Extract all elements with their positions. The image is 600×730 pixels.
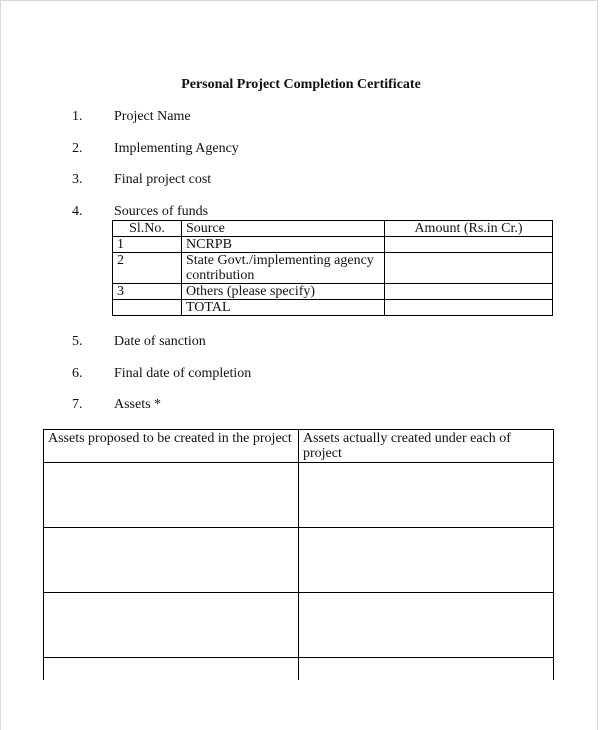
- cell-source: Others (please specify): [182, 284, 385, 300]
- cell-amount: [385, 253, 553, 284]
- assets-table: [43, 429, 554, 680]
- document-title: Personal Project Completion Certificate: [181, 77, 421, 92]
- cell-source: NCRPB: [182, 237, 385, 253]
- table-row: [44, 593, 554, 658]
- cell-sl-no: [113, 300, 182, 316]
- cell-source: TOTAL: [182, 300, 385, 316]
- cell-amount: [385, 237, 553, 253]
- item-label: Project Name: [114, 109, 191, 124]
- sources-of-funds-table: [112, 220, 553, 316]
- item-number: 6.: [72, 366, 83, 381]
- item-label: Final project cost: [114, 172, 212, 187]
- table-row: [44, 528, 554, 593]
- item-label: Date of sanction: [114, 334, 206, 349]
- cell-sl-no: 1: [113, 237, 182, 253]
- cell-sl-no: 3: [113, 284, 182, 300]
- item-number: 3.: [72, 172, 83, 187]
- table-row: [113, 284, 553, 300]
- cell-assets-created[interactable]: [299, 528, 554, 593]
- item-number: 7.: [72, 397, 83, 412]
- item-label: Implementing Agency: [114, 141, 239, 156]
- column-header-amount: Amount (Rs.in Cr.): [385, 221, 553, 237]
- table-row: [44, 463, 554, 528]
- item-label: Final date of completion: [114, 366, 252, 381]
- table-row-total: [113, 300, 553, 316]
- cell-amount: [385, 300, 553, 316]
- cell-assets-proposed[interactable]: [44, 528, 299, 593]
- cell-assets-proposed[interactable]: [44, 593, 299, 658]
- cell-assets-created[interactable]: [299, 593, 554, 658]
- cell-assets-proposed[interactable]: [44, 463, 299, 528]
- cell-assets-proposed[interactable]: [44, 658, 299, 681]
- cell-sl-no: 2: [113, 253, 182, 284]
- table-row: [113, 253, 553, 284]
- table-header-row: [113, 221, 553, 237]
- item-number: 4.: [72, 204, 83, 219]
- column-header-assets-proposed: Assets proposed to be created in the project: [44, 430, 299, 463]
- item-number: 5.: [72, 334, 83, 349]
- column-header-assets-created: Assets actually created under each of project: [299, 430, 554, 463]
- item-label: Sources of funds: [114, 204, 209, 219]
- column-header-source: Source: [182, 221, 385, 237]
- cell-amount: [385, 284, 553, 300]
- table-row: [44, 658, 554, 681]
- cell-assets-created[interactable]: [299, 463, 554, 528]
- cell-source: State Govt./implementing agency contribution: [182, 253, 385, 284]
- cell-assets-created[interactable]: [299, 658, 554, 681]
- table-row: [113, 237, 553, 253]
- item-number: 2.: [72, 141, 83, 156]
- column-header-sl-no: Sl.No.: [113, 221, 182, 237]
- item-number: 1.: [72, 109, 83, 124]
- table-header-row: [44, 430, 554, 463]
- item-label: Assets *: [114, 397, 162, 412]
